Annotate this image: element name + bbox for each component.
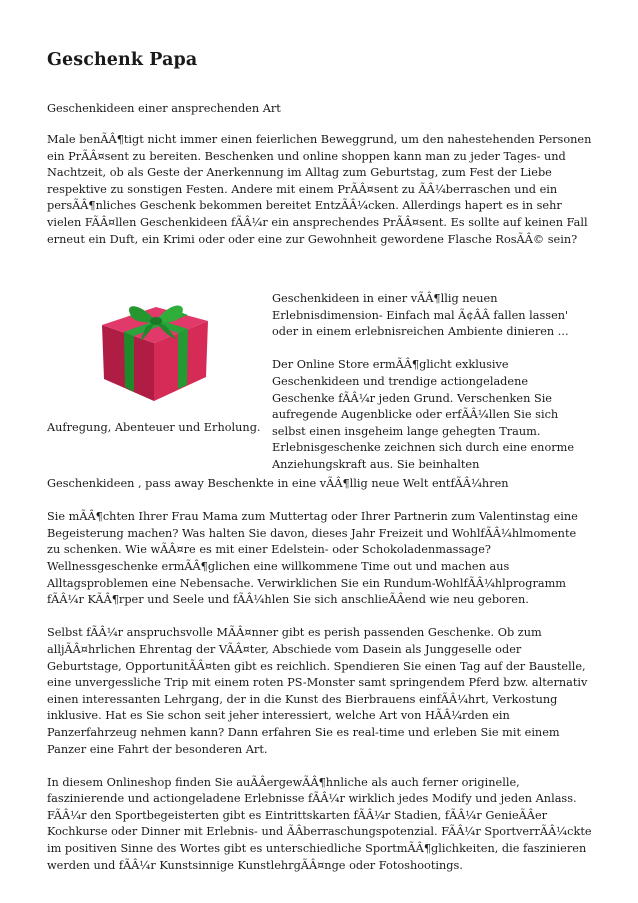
side-paragraph-1: Geschenkideen in einer vÃÂ¶llig neuen Erlebnisdimension- Einfach mal Ã¢ÂÂ fallen lassen' oder in einem erlebnisreichen Ambiente dinieren ... (272, 292, 569, 339)
intro-paragraph: Male benÃÂ¶tigt nicht immer einen feierlichen Beweggrund, um den nahestehenden Personen ein PrÃÂ¤sent zu bereiten. Beschenken und online shoppen kann man zu jeder Tages- und Nachtzeit, ob als Geste der Anerkennung im Alltag zum Geburtstag, zum Fest der Liebe respektive zu sonstigen Festen. Andere mit einem PrÃÂ¤sent zu ÃÂ¼berraschen und ein persÃÂ¶nliches Geschenk bekommen bereitet EntzÃÂ¼cken. Allerdings hapert es in sehr vielen FÃÂ¤llen Geschenkideen fÃÂ¼r ein ansprechendes PrÃÂ¤sent. Es sollte auf keinen Fall erneut ein Duft, ein Krimi oder oder eine zur Gewohnheit gewordene Flasche RosÃÂ© sein? (47, 133, 592, 246)
image-side-text (272, 291, 592, 490)
paragraph-6: In diesem Onlineshop finden Sie auÃÂergewÃÂ¶hnliche als auch ferner originelle, faszinierende und actiongeladene Erlebnisse fÃÂ¼r wirklich jedes Modify und jeden Anlass. FÃÂ¼r den Sportbegeisterten gibt es Eintrittskarten fÃÂ¼r Stadien, fÃÂ¼r GenieÃÂer Kochkurse oder Dinner mit Erlebnis- und ÃÂberraschungspotenzial. FÃÂ¼r SportverrÃÂ¼ckte im positiven Sinne des Wortes gibt es unterschiedliche SportmÃÂ¶glichkeiten, die faszinieren werden und fÃÂ¼r Kunstsinnige KunstlehrgÃÂ¤nge oder Fotoshootings. (47, 775, 592, 872)
paragraph-5: Selbst fÃÂ¼r anspruchsvolle MÃÂ¤nner gibt es perish passenden Geschenke. Ob zum alljÃÂ¤hrlichen Ehrentag der VÃÂ¤ter, Abschiede vom Dasein als Junggeselle oder Geburtstage, OpportunitÃÂ¤ten gibt es reichlich. Spendieren Sie einen Tag auf der Baustelle, eine unvergessliche Trip mit einem roten PS-Monster samt springendem Pferd bzw. alternativ einen interessanten Lehrgang, der in die Kunst des Bierbrauens einfÃÂ¼hrt, Verkostung inklusive. Hat es Sie schon seit jeher interessiert, welche Art von HÃÂ¼rden ein Panzerfahrzeug nehmen kann? Dann erfahren Sie es real-time und erleben Sie mit einem Panzer eine Fahrt der besonderen Art. (47, 626, 588, 756)
subtitle: Geschenkideen einer ansprechenden Art (47, 102, 281, 115)
page-title: Geschenk Papa (47, 50, 198, 70)
wrapped-line: Aufregung, Abenteuer und Erholung. (47, 421, 261, 434)
side-paragraph-2: Der Online Store ermÃÂ¶glicht exklusive Geschenkideen und trendige actiongeladene Geschenke fÃÂ¼r jeden Grund. Verschenken Sie aufregende Augenblicke oder erfÃÂ¼llen Sie sich selbst einen insgeheim lange gehegten Traum. Erlebnisgeschenke zeichnen sich durch eine enorme Anziehungskraft aus. Sie beinhalten (272, 358, 575, 471)
gift-box-icon (84, 281, 224, 403)
paragraph-3: Geschenkideen , pass away Beschenkte in eine vÃÂ¶llig neue Welt entfÃÂ¼hren (47, 477, 509, 490)
paragraph-4: Sie mÃÂ¶chten Ihrer Frau Mama zum Muttertag oder Ihrer Partnerin zum Valentinstag eine Begeisterung machen? Was halten Sie davon, dieses Jahr Freizeit und WohlfÃÂ¼hlmomente zu schenken. Wie wÃÂ¤re es mit einer Edelstein- oder Schokoladenmassage? Wellnessgeschenke ermÃÂ¶glichen eine willkommene Time out und machen aus Alltagsproblemen eine Nebensache. Verwirklichen Sie ein Rundum-WohlfÃÂ¼hlprogramm fÃÂ¼r KÃÂ¶rper und Seele und fÃÂ¼hlen Sie sich anschlieÃÂend wie neu geboren. (47, 510, 578, 607)
body-text (47, 476, 592, 891)
